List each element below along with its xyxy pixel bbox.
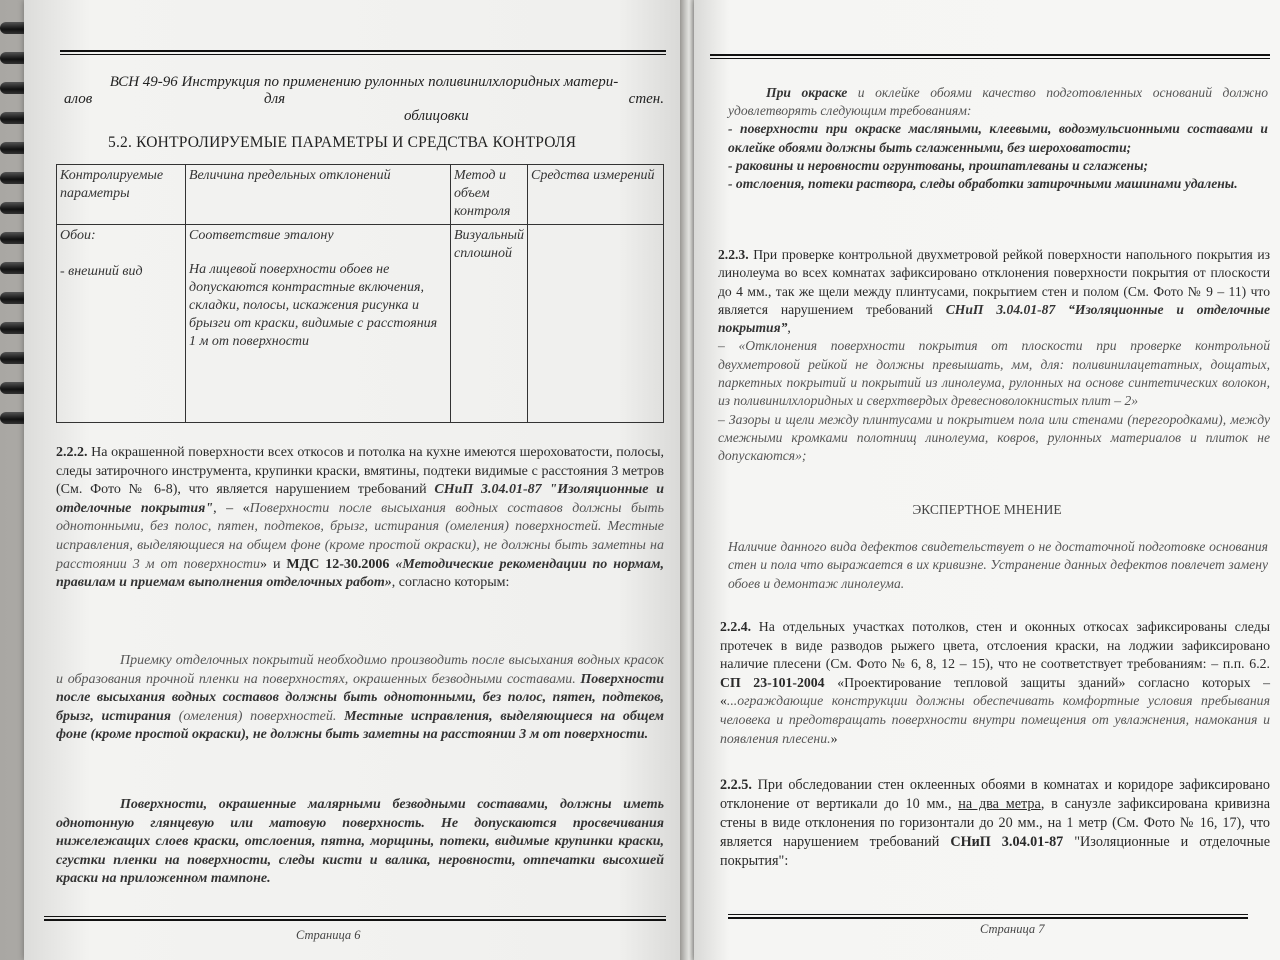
snip-reference: СНиП 3.04.01-87 (950, 834, 1064, 850)
requirement-bullet: - раковины и неровности огрунтованы, прошпатлеваны и сглажены; (728, 157, 1149, 173)
paragraph-text: «Проектирование тепловой защиты зданий» согласно которых – « (720, 674, 1271, 709)
param-line-1: Обои: (60, 228, 96, 243)
quote-text: Приемку отделочных покрытий необходимо производить после высыхания водных красок и образования прочной пленки на поверхностях, окрашенных безводными составами. (56, 653, 664, 687)
paragraph-number: 2.2.3. (718, 247, 749, 262)
paragraph-2-2-4 (720, 618, 1270, 748)
table-header-cell: Метод и объем контроля (451, 165, 528, 225)
snip-reference: СНиП 3.04.01-87 “Изоляционные и отделочные покрытия” (718, 301, 1270, 336)
paragraph-text: , (787, 320, 791, 336)
deviation-line-2: На лицевой поверхности обоев не допускаются контрастные включения, складки, полосы, искажения рисунка и брызги от краски, видимые с расстояния 1 м от поверхности (189, 262, 438, 349)
requirement-bullet: - поверхности при окраске масляными, клеевыми, водоэмульсионными составами и оклейке обоями должны быть сглаженными, без шероховатости; (728, 121, 1268, 155)
paragraph-number: 2.2.2. (56, 445, 88, 460)
page-number: Страница 7 (980, 922, 1045, 936)
parameters-table (56, 164, 664, 423)
section-title: 5.2. КОНТРОЛИРУЕМЫЕ ПАРАМЕТРЫ И СРЕДСТВА КОНТРОЛЯ (108, 134, 577, 151)
paragraph-text: , согласно которым: (391, 575, 510, 591)
intro-lead: При окраске (766, 85, 848, 100)
header-word-right: стен. (628, 91, 664, 107)
table-row (57, 225, 664, 423)
intro-requirements (728, 84, 1268, 193)
paragraph-number: 2.2.4. (720, 619, 752, 634)
header-line-3: облицовки (404, 108, 469, 124)
quote-bold-text: Поверхности после высыхания водных составов должны быть однотонными, без полос, пятен, подтеков, брызг, истирания (56, 671, 664, 724)
quoted-requirement: – Зазоры и щели между плинтусами и покрытием пола или стенами (перегородками), между смежными кромками полотнищ линолеума, ковров, рулонных материалов и плиток не допускаются»; (718, 411, 1270, 464)
snip-reference: СНиП 3.04.01-87 "Изоляционные и отделочные покрытия" (56, 482, 664, 516)
paragraph-text: На окрашенной поверхности всех откосов и потолка на кухне имеются шероховатости, полосы, следы затирочного инструмента, крупинки краски, вмятины, подтеки видимые с расстояния 3 метров (См. Фото № 6-8), что является нарушением требований (56, 445, 664, 498)
paragraph-text: На отдельных участках потолков, стен и оконных откосах зафиксированы следы протечек в виде разводов рыжего цвета, отслоения краски, на лоджии зафиксировано наличие плесени (См. Фото № 6, 8, 12 – 15), что не соответствует требованиям: – п.п. 6.2. (720, 619, 1270, 672)
underlined-text: на два метра (958, 796, 1041, 812)
mds-reference: МДС 12-30.2006 (286, 556, 390, 572)
intro-text: и оклейке обоями качество подготовленных оснований должно удовлетворять следующим требованиям: (728, 85, 1268, 119)
quote-block-1 (56, 652, 664, 745)
paragraph-2-2-3 (718, 246, 1270, 466)
header-rule (710, 54, 1270, 59)
paragraph-number: 2.2.5. (720, 777, 752, 793)
paragraph-text: » (830, 730, 838, 746)
table-header-cell: Контролируемые параметры (57, 165, 186, 225)
paragraph-text: При проверке контрольной двухметровой рейкой поверхности напольного покрытия из линолеума во всех комнатах зафиксировано отклонения поверхности покрытия от плоскости до 4 мм., так же щели между плинтусами, покрытием стен и полом (См. Фото № 9 – 11) что является нарушением требований (718, 247, 1270, 317)
quote-bold-text: Местные исправления, выделяющиеся на общем фоне (кроме простой окраски), не должны быть заметны на расстоянии 3 м от поверхности. (56, 708, 665, 743)
page-header (64, 74, 664, 125)
paragraph-text: При обследовании стен оклеенных обоями в комнатах и коридоре зафиксировано отклонение от вертикали до 10 мм., (720, 777, 1270, 812)
table-header-cell: Средства измерений (528, 165, 664, 225)
header-line-1: ВСН 49-96 Инструкция по применению рулонных поливинилхлоридных матери- (109, 74, 619, 90)
footer-rule (728, 914, 1248, 919)
header-rule (60, 50, 666, 55)
paragraph-text: , – « (213, 500, 250, 516)
table-header-row (57, 165, 664, 225)
table-header-cell: Величина предельных отклонений (186, 165, 451, 225)
deviation-line-1: Соответствие эталону (189, 228, 334, 243)
table-cell-parameter (57, 225, 186, 423)
quoted-requirement: ...ограждающие конструкции должны обеспечивать комфортные условия пребывания человека и предотвращать поверхности внутри помещения от увлажнения, намокания и появления плесени. (720, 693, 1270, 746)
quoted-requirement: – «Отклонения поверхности покрытия от плоскости при проверке контрольной двухметровой рейкой не должны превышать, мм, для: поливинилацетатных, дощатых, паркетных покрытий и покрытий из линолеума, рулонных на основе синтетических волокон, из поливинилхлоридных и сверхтвердых древесноволокнистых плит – 2» (718, 338, 1270, 409)
paragraph-2-2-2 (56, 444, 664, 593)
sp-reference: СП 23-101-2004 (720, 674, 825, 690)
table-cell-tools (528, 225, 664, 423)
right-page (694, 0, 1280, 960)
header-word-left: алов (64, 91, 93, 107)
paragraph-text: , в санузле зафиксирована кривизна стены в виде отклонения по горизонтали до 20 мм., на 1 метр (См. Фото № 16, 17), что является нарушением требований (720, 796, 1270, 850)
left-page (24, 0, 684, 960)
paragraph-text: » и (260, 556, 287, 572)
quoted-requirement: Поверхности после высыхания водных составов должны быть однотонными, без полос, пятен, подтеков, брызг, истирания (омеления) поверхностей. Местные исправления, выделяющиеся на общем фоне (кроме простой окраски), не должны быть заметны на расстоянии 3 м от поверхности (56, 500, 664, 572)
expert-opinion-title: ЭКСПЕРТНОЕ МНЕНИЕ (912, 502, 1062, 517)
header-word-mid: для (264, 91, 286, 107)
quote-block-2: Поверхности, окрашенные малярными безводными составами, должны иметь однотонную глянцевую или матовую поверхность. Не допускаются просвечивания нижележащих слоев краски, отслоения, пятна, морщины, потеки, видимые крупинки краски, сгустки пленки на поверхности, следы кисти и валика, неровности, отпечатки высохшей краски на приложенном тампоне. (56, 797, 664, 887)
page-number: Страница 6 (296, 928, 361, 942)
mds-title: «Методические рекомендации по нормам, правилам и приемам выполнения отделочных работ» (56, 556, 664, 591)
paragraph-text: "Изоляционные и отделочные покрытия": (720, 834, 1270, 869)
table-cell-deviation (186, 225, 451, 423)
footer-rule (44, 916, 666, 921)
expert-opinion-text: Наличие данного вида дефектов свидетельствует о не достаточной подготовке основания стен и пола что выражается в их кривизне. Устранение данных дефектов повлечет замену обоев и демонтаж линолеума. (728, 539, 1268, 591)
requirement-bullet: - отслоения, потеки раствора, следы обработки затирочными машинами удалены. (728, 176, 1238, 192)
quote-text: (омеления) поверхностей. (171, 708, 345, 724)
param-line-2: - внешний вид (60, 264, 143, 279)
paragraph-2-2-5 (720, 776, 1270, 871)
table-cell-method: Визуальный сплошной (451, 225, 528, 423)
